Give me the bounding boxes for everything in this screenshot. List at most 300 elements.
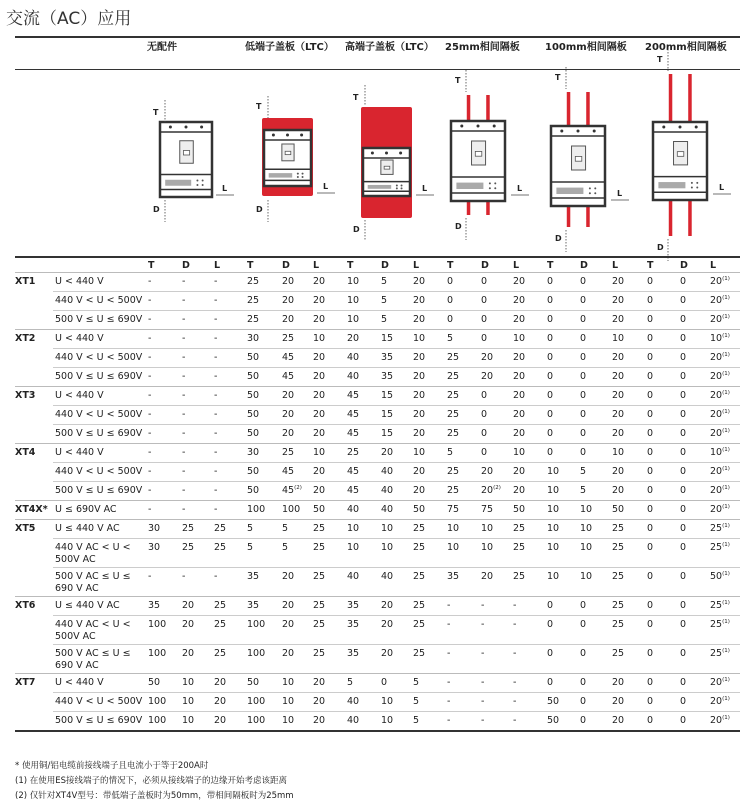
table-cell: - (513, 600, 517, 611)
table-cell: - (513, 677, 517, 688)
terminal-screw (300, 134, 303, 137)
terminal-screw (695, 126, 698, 129)
table-cell: 20 (413, 276, 426, 287)
table-cell: 0 (547, 409, 554, 420)
cell-value: 20 (710, 715, 723, 726)
table-cell: 0 (481, 428, 488, 439)
table-cell: 25 (447, 485, 460, 496)
table-cell: - (182, 390, 186, 401)
table-cell: 35 (247, 571, 260, 582)
table-cell: 20 (413, 371, 426, 382)
footnote-ref: (2) (294, 485, 302, 491)
table-cell: 20 (513, 295, 526, 306)
table-cell: 0 (680, 485, 687, 496)
table-row (53, 481, 740, 500)
table-cell: 25 (214, 600, 227, 611)
terminal-screw (477, 125, 480, 128)
terminal-screw (371, 152, 374, 155)
table-row (53, 615, 740, 644)
table-cell: 20 (282, 276, 295, 287)
table-cell: 25 (513, 571, 526, 582)
table-cell: 50 (247, 371, 260, 382)
table-cell: 5 (580, 485, 587, 496)
table-cell: 0 (680, 600, 687, 611)
table-cell: 0 (647, 447, 654, 458)
table-cell: 5 (347, 677, 354, 688)
footnote-ref: (1) (722, 314, 730, 320)
table-row (15, 596, 740, 615)
table-cell: 35 (148, 600, 161, 611)
table-cell: 10 (282, 696, 295, 707)
table-cell: 0 (547, 390, 554, 401)
table-row (53, 711, 740, 730)
table-cell (710, 333, 730, 344)
table-cell: 20 (347, 333, 360, 344)
table-cell: 0 (647, 409, 654, 420)
table-cell (710, 295, 730, 306)
indicator-dot (691, 187, 693, 189)
breaker-toggle (475, 151, 481, 156)
phase-barrier (688, 200, 692, 236)
cell-value: 20 (710, 696, 723, 707)
table-cell: 25 (413, 523, 426, 534)
dimension-label-l: L (422, 184, 428, 193)
table-cell: 20 (313, 715, 326, 726)
table-cell: - (182, 333, 186, 344)
table-cell: 0 (647, 677, 654, 688)
cell-value: 20 (710, 314, 723, 325)
table-cell: 20 (481, 466, 494, 477)
indicator-dot (696, 187, 698, 189)
table-cell: 20 (313, 371, 326, 382)
terminal-screw (577, 130, 580, 133)
table-cell (710, 485, 730, 496)
table-cell (710, 276, 730, 287)
cell-value: 10 (710, 447, 723, 458)
terminal-screw (679, 126, 682, 129)
table-cell: 0 (547, 619, 554, 630)
indicator-dot (396, 187, 398, 189)
phase-barrier (467, 201, 471, 215)
table-cell: 10 (481, 542, 494, 553)
table-cell: 0 (647, 390, 654, 401)
table-cell: 20 (313, 295, 326, 306)
table-cell: 20 (282, 390, 295, 401)
table-cell: 25 (447, 390, 460, 401)
table-cell: 20 (313, 696, 326, 707)
table-cell: 0 (647, 428, 654, 439)
cell-value: 20 (710, 409, 723, 420)
footnote-ref: (1) (722, 485, 730, 491)
table-cell: 0 (481, 314, 488, 325)
subheader-t: T (148, 260, 155, 271)
column-group-header: 200mm相间隔板 (645, 42, 727, 53)
table-cell: 0 (447, 276, 454, 287)
indicator-dot (401, 184, 403, 186)
subheader-t: T (347, 260, 354, 271)
breaker-toggle (285, 151, 291, 154)
table-cell: - (182, 571, 186, 582)
table-cell: 25 (513, 542, 526, 553)
table-cell: 30 (148, 542, 161, 553)
table-cell: - (214, 352, 218, 363)
table-cell: - (148, 352, 152, 363)
table-cell: 10 (347, 314, 360, 325)
table-cell: 0 (547, 428, 554, 439)
terminal-screw (200, 126, 203, 129)
table-cell: - (182, 276, 186, 287)
table-cell: 25 (612, 619, 625, 630)
table-cell: 50 (247, 409, 260, 420)
table-cell: 0 (580, 276, 587, 287)
subheader-l: L (214, 260, 221, 271)
subheader-d: D (182, 260, 190, 271)
table-cell: 20 (182, 619, 195, 630)
table-cell: 0 (481, 409, 488, 420)
phase-barrier (567, 206, 571, 227)
dimension-label-d: D (256, 205, 263, 214)
table-cell: 0 (381, 677, 388, 688)
footnote-ref: (2) (493, 485, 501, 491)
table-cell: 5 (282, 523, 289, 534)
table-cell: 20 (282, 428, 295, 439)
table-cell: 0 (680, 648, 687, 659)
table-cell: - (447, 677, 451, 688)
table-cell: 10 (182, 715, 195, 726)
table-cell: 20 (513, 428, 526, 439)
table-cell: 10 (513, 447, 526, 458)
table-cell: 100 (148, 696, 167, 707)
table-cell: - (148, 390, 152, 401)
table-cell: 0 (680, 715, 687, 726)
breaker-display (269, 173, 293, 177)
table-cell: 20 (612, 485, 625, 496)
table-bottom-rule (15, 730, 740, 732)
table-cell: 20 (481, 371, 494, 382)
table-cell: 0 (647, 696, 654, 707)
table-cell: 10 (547, 523, 560, 534)
subheader-d: D (680, 260, 688, 271)
table-cell: 0 (680, 352, 687, 363)
footnote-ref: (1) (722, 715, 730, 721)
table-cell: 0 (580, 409, 587, 420)
table-cell: 10 (580, 504, 593, 515)
voltage-range: 500 V ≤ U ≤ 690V (55, 314, 143, 325)
table-cell: 50 (413, 504, 426, 515)
table-row (15, 519, 740, 538)
table-cell: 25 (413, 542, 426, 553)
dimension-label-d: D (153, 205, 160, 214)
table-cell (710, 571, 730, 582)
table-cell: 45 (347, 466, 360, 477)
cell-value: 20 (710, 352, 723, 363)
table-cell: 30 (148, 523, 161, 534)
table-cell: - (182, 504, 186, 515)
table-cell: 20 (214, 715, 227, 726)
table-cell: 45 (282, 466, 295, 477)
cell-value: 25 (710, 600, 723, 611)
table-cell: 10 (513, 333, 526, 344)
subheader-d: D (282, 260, 290, 271)
table-cell: 20 (413, 352, 426, 363)
table-cell: 25 (612, 542, 625, 553)
subheader-d: D (580, 260, 588, 271)
column-group-header: 100mm相间隔板 (545, 42, 627, 53)
indicator-dot (302, 173, 304, 175)
dimension-label-l: L (323, 182, 329, 191)
table-cell: 10 (381, 523, 394, 534)
table-cell: - (447, 715, 451, 726)
table-cell: - (513, 619, 517, 630)
table-cell: 0 (647, 523, 654, 534)
table-cell: 0 (547, 333, 554, 344)
table-cell: 25 (447, 409, 460, 420)
table-cell: 15 (381, 428, 394, 439)
table-cell: - (513, 715, 517, 726)
phase-barrier (688, 74, 692, 122)
table-cell: 10 (347, 523, 360, 534)
table-cell: 0 (680, 447, 687, 458)
subheader-t: T (447, 260, 454, 271)
table-cell: 50 (247, 390, 260, 401)
indicator-dot (202, 180, 204, 182)
phase-barrier (486, 95, 490, 121)
table-cell: 0 (680, 571, 687, 582)
table-cell: 25 (413, 648, 426, 659)
table-cell: - (182, 371, 186, 382)
table-cell (710, 696, 730, 707)
table-cell: - (182, 485, 186, 496)
table-cell: 10 (381, 715, 394, 726)
table-cell: 20 (612, 314, 625, 325)
table-cell: 5 (413, 677, 420, 688)
table-cell: 25 (247, 295, 260, 306)
model-label: XT7 (15, 677, 36, 688)
column-group-header: 高端子盖板（LTC） (345, 42, 434, 53)
table-cell: 20 (381, 648, 394, 659)
table-cell: 20 (282, 619, 295, 630)
table-cell: 50 (148, 677, 161, 688)
table-cell: 20 (282, 295, 295, 306)
table-cell: 20 (313, 276, 326, 287)
table-cell: 20 (313, 409, 326, 420)
table-cell: 20 (214, 677, 227, 688)
table-cell: 20 (513, 314, 526, 325)
column-group-header: 低端子盖板（LTC） (245, 42, 334, 53)
dimension-label-d: D (455, 222, 462, 231)
table-cell: 50 (513, 504, 526, 515)
table-cell: - (182, 352, 186, 363)
table-cell: 25 (214, 648, 227, 659)
phase-barrier (567, 92, 571, 126)
table-cell: 20 (481, 571, 494, 582)
footnote-ref: (1) (722, 295, 730, 301)
table-cell (710, 314, 730, 325)
table-cell: 20 (282, 314, 295, 325)
table-cell: 0 (580, 314, 587, 325)
voltage-range: U < 440 V (55, 276, 104, 287)
table-cell (282, 485, 302, 496)
dimension-label-d: D (555, 234, 562, 243)
table-cell: 0 (580, 352, 587, 363)
table-cell: 25 (313, 542, 326, 553)
table-row (53, 462, 740, 481)
voltage-range: 440 V AC < U < 500V AC (55, 542, 131, 565)
table-cell: 20 (214, 696, 227, 707)
footnote-ref: (1) (722, 619, 730, 625)
table-cell: 25 (612, 648, 625, 659)
table-cell: 100 (247, 619, 266, 630)
table-cell: 10 (447, 523, 460, 534)
cell-value: 25 (710, 542, 723, 553)
table-cell: 20 (381, 447, 394, 458)
cell-value: 20 (710, 390, 723, 401)
breaker-toggle (384, 166, 390, 169)
table-cell: 0 (580, 677, 587, 688)
table-cell: 20 (313, 428, 326, 439)
table-row (15, 500, 740, 519)
breaker-display (368, 185, 392, 189)
table-cell: 40 (347, 504, 360, 515)
table-cell: 100 (148, 648, 167, 659)
table-cell: 20 (313, 485, 326, 496)
table-cell: 10 (547, 485, 560, 496)
table-cell: 100 (282, 504, 301, 515)
table-cell (710, 619, 730, 630)
table-cell: 20 (313, 314, 326, 325)
table-cell: 0 (647, 600, 654, 611)
table-cell: 0 (680, 523, 687, 534)
breaker-diagrams (0, 55, 750, 252)
table-cell: - (148, 371, 152, 382)
table-cell: 20 (282, 409, 295, 420)
dimension-label-t: T (153, 108, 159, 117)
table-cell: 50 (247, 352, 260, 363)
table-cell: - (214, 409, 218, 420)
cell-value: 10 (710, 333, 723, 344)
table-cell: - (447, 696, 451, 707)
table-cell: 10 (612, 333, 625, 344)
table-cell: 20 (481, 352, 494, 363)
table-cell: - (447, 648, 451, 659)
phase-barrier (586, 206, 590, 227)
table-cell: - (214, 314, 218, 325)
indicator-dot (489, 187, 491, 189)
terminal-screw (593, 130, 596, 133)
model-label: XT5 (15, 523, 36, 534)
voltage-range: U ≤ 440 V AC (55, 523, 120, 534)
table-cell (710, 600, 730, 611)
table-cell: 25 (513, 523, 526, 534)
table-cell: 40 (347, 571, 360, 582)
table-cell: 0 (580, 648, 587, 659)
table-cell: 75 (481, 504, 494, 515)
indicator-dot (396, 184, 398, 186)
table-cell: 30 (247, 447, 260, 458)
table-cell: 0 (547, 447, 554, 458)
cell-value: 25 (710, 648, 723, 659)
footnote-ref: (1) (722, 504, 730, 510)
table-cell: 25 (182, 523, 195, 534)
table-cell (481, 485, 501, 496)
table-cell: - (481, 648, 485, 659)
table-cell: 15 (381, 409, 394, 420)
table-row (53, 567, 740, 596)
table-cell: - (481, 715, 485, 726)
table-cell: 0 (580, 428, 587, 439)
table-cell: 0 (580, 696, 587, 707)
table-cell: 0 (547, 648, 554, 659)
table-cell: 40 (381, 504, 394, 515)
table-cell: 0 (680, 619, 687, 630)
table-cell: 0 (481, 333, 488, 344)
table-cell: 20 (413, 428, 426, 439)
table-cell: 5 (282, 542, 289, 553)
table-cell: 40 (347, 352, 360, 363)
table-cell: 25 (247, 276, 260, 287)
table-cell (710, 371, 730, 382)
table-cell: - (182, 466, 186, 477)
table-cell: - (148, 571, 152, 582)
table-cell: - (214, 428, 218, 439)
table-cell: 0 (680, 371, 687, 382)
table-row (53, 692, 740, 711)
table-cell: 0 (680, 696, 687, 707)
table-cell (710, 466, 730, 477)
table-cell: 0 (680, 390, 687, 401)
table-cell: 10 (381, 696, 394, 707)
dimension-label-t: T (256, 102, 262, 111)
table-cell: 10 (447, 542, 460, 553)
phase-barrier (669, 74, 673, 122)
subheader-l: L (413, 260, 420, 271)
cell-value: 20 (710, 371, 723, 382)
indicator-dot (691, 182, 693, 184)
dimension-label-l: L (517, 184, 523, 193)
voltage-range: 440 V < U < 500V (55, 696, 143, 707)
table-cell (710, 677, 730, 688)
footnote-ref: (1) (722, 571, 730, 577)
breaker-toggle (183, 151, 189, 156)
table-header-row (15, 256, 740, 272)
table-cell: 25 (447, 466, 460, 477)
table-cell: 20 (612, 276, 625, 287)
table-cell: 10 (182, 696, 195, 707)
table-cell: 25 (282, 333, 295, 344)
footnote-ref: (1) (722, 447, 730, 453)
footnote-ref: (1) (722, 390, 730, 396)
table-cell: 10 (547, 466, 560, 477)
breaker-display (658, 182, 685, 188)
table-cell: - (214, 504, 218, 515)
table-cell: 0 (580, 715, 587, 726)
table-cell: 35 (347, 619, 360, 630)
table-cell: 25 (447, 371, 460, 382)
voltage-range: 440 V AC < U < 500V AC (55, 619, 131, 642)
table-cell: 0 (580, 333, 587, 344)
table-cell: 5 (247, 523, 254, 534)
table-cell: 0 (580, 390, 587, 401)
voltage-range: 500 V ≤ U ≤ 690V (55, 371, 143, 382)
subheader-t: T (647, 260, 654, 271)
table-cell: - (214, 333, 218, 344)
table-cell: 25 (612, 571, 625, 582)
column-group-header: 25mm相间隔板 (445, 42, 520, 53)
indicator-dot (196, 184, 198, 186)
table-cell: 0 (680, 276, 687, 287)
table-cell: 40 (381, 485, 394, 496)
table-cell: - (481, 677, 485, 688)
